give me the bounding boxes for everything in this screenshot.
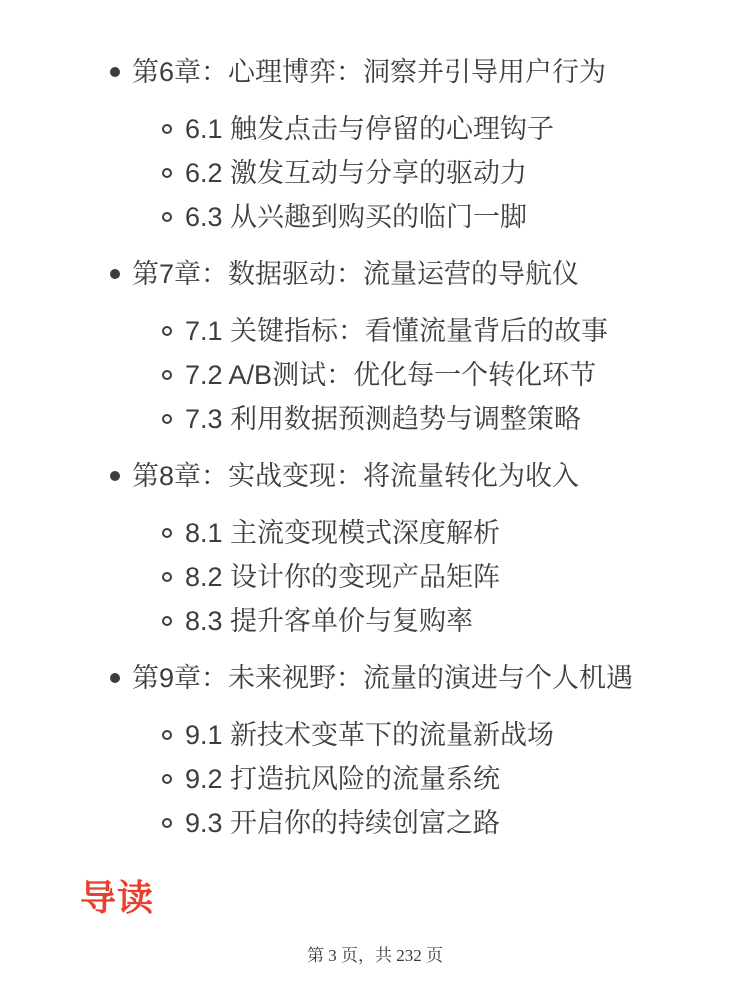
page-number-footer: 第 3 页，共 232 页 [307, 946, 443, 965]
open-circle-bullet-icon [162, 212, 172, 222]
toc-section-item-label: 9.1 新技术变革下的流量新战场 [185, 720, 555, 750]
open-circle-bullet-icon [162, 414, 172, 424]
toc-section-item-label: 8.1 主流变现模式深度解析 [185, 518, 501, 548]
toc-chapter-item-label: 第7章：数据驱动：流量运营的导航仪 [132, 259, 580, 289]
toc-chapter-item [0, 454, 750, 498]
filled-bullet-icon [110, 471, 120, 481]
toc-section-item [0, 107, 750, 151]
open-circle-bullet-icon [162, 326, 172, 336]
toc-chapter-item [0, 252, 750, 296]
toc-section-item [0, 599, 750, 643]
open-circle-bullet-icon [162, 774, 172, 784]
open-circle-bullet-icon [162, 168, 172, 178]
toc-section-item [0, 713, 750, 757]
toc-chapter-item [0, 50, 750, 94]
toc-section-item-label: 9.2 打造抗风险的流量系统 [185, 764, 501, 794]
filled-bullet-icon [110, 673, 120, 683]
toc-chapter-item-label: 第6章：心理博弈：洞察并引导用户行为 [132, 57, 607, 87]
toc-chapter-item-label: 第8章：实战变现：将流量转化为收入 [132, 461, 580, 491]
toc-section-item [0, 151, 750, 195]
toc-section-item-label: 8.3 提升客单价与复购率 [185, 606, 474, 636]
toc-chapter-item-label: 第9章：未来视野：流量的演进与个人机遇 [132, 663, 634, 693]
toc-section-item [0, 195, 750, 239]
open-circle-bullet-icon [162, 616, 172, 626]
toc-section-item [0, 555, 750, 599]
toc-section-item-label: 7.2 A/B测试：优化每一个转化环节 [185, 360, 597, 390]
guide-section-heading: 导读 [80, 877, 155, 918]
open-circle-bullet-icon [162, 370, 172, 380]
filled-bullet-icon [110, 67, 120, 77]
toc-section-item-label: 6.1 触发点击与停留的心理钩子 [185, 114, 555, 144]
open-circle-bullet-icon [162, 572, 172, 582]
open-circle-bullet-icon [162, 124, 172, 134]
toc-section-item-label: 8.2 设计你的变现产品矩阵 [185, 562, 501, 592]
toc-section-item [0, 397, 750, 441]
open-circle-bullet-icon [162, 730, 172, 740]
toc-section-item-label: 6.3 从兴趣到购买的临门一脚 [185, 202, 528, 232]
open-circle-bullet-icon [162, 818, 172, 828]
toc-section-item-label: 7.1 关键指标：看懂流量背后的故事 [185, 316, 609, 346]
toc-chapter-item [0, 656, 750, 700]
toc-section-item-label: 7.3 利用数据预测趋势与调整策略 [185, 404, 582, 434]
filled-bullet-icon [110, 269, 120, 279]
toc-section-item [0, 353, 750, 397]
toc-section-item-label: 6.2 激发互动与分享的驱动力 [185, 158, 528, 188]
toc-section-item [0, 801, 750, 845]
toc-section-item [0, 309, 750, 353]
toc-section-item [0, 757, 750, 801]
toc-section-item-label: 9.3 开启你的持续创富之路 [185, 808, 501, 838]
open-circle-bullet-icon [162, 528, 172, 538]
toc-section-item [0, 511, 750, 555]
